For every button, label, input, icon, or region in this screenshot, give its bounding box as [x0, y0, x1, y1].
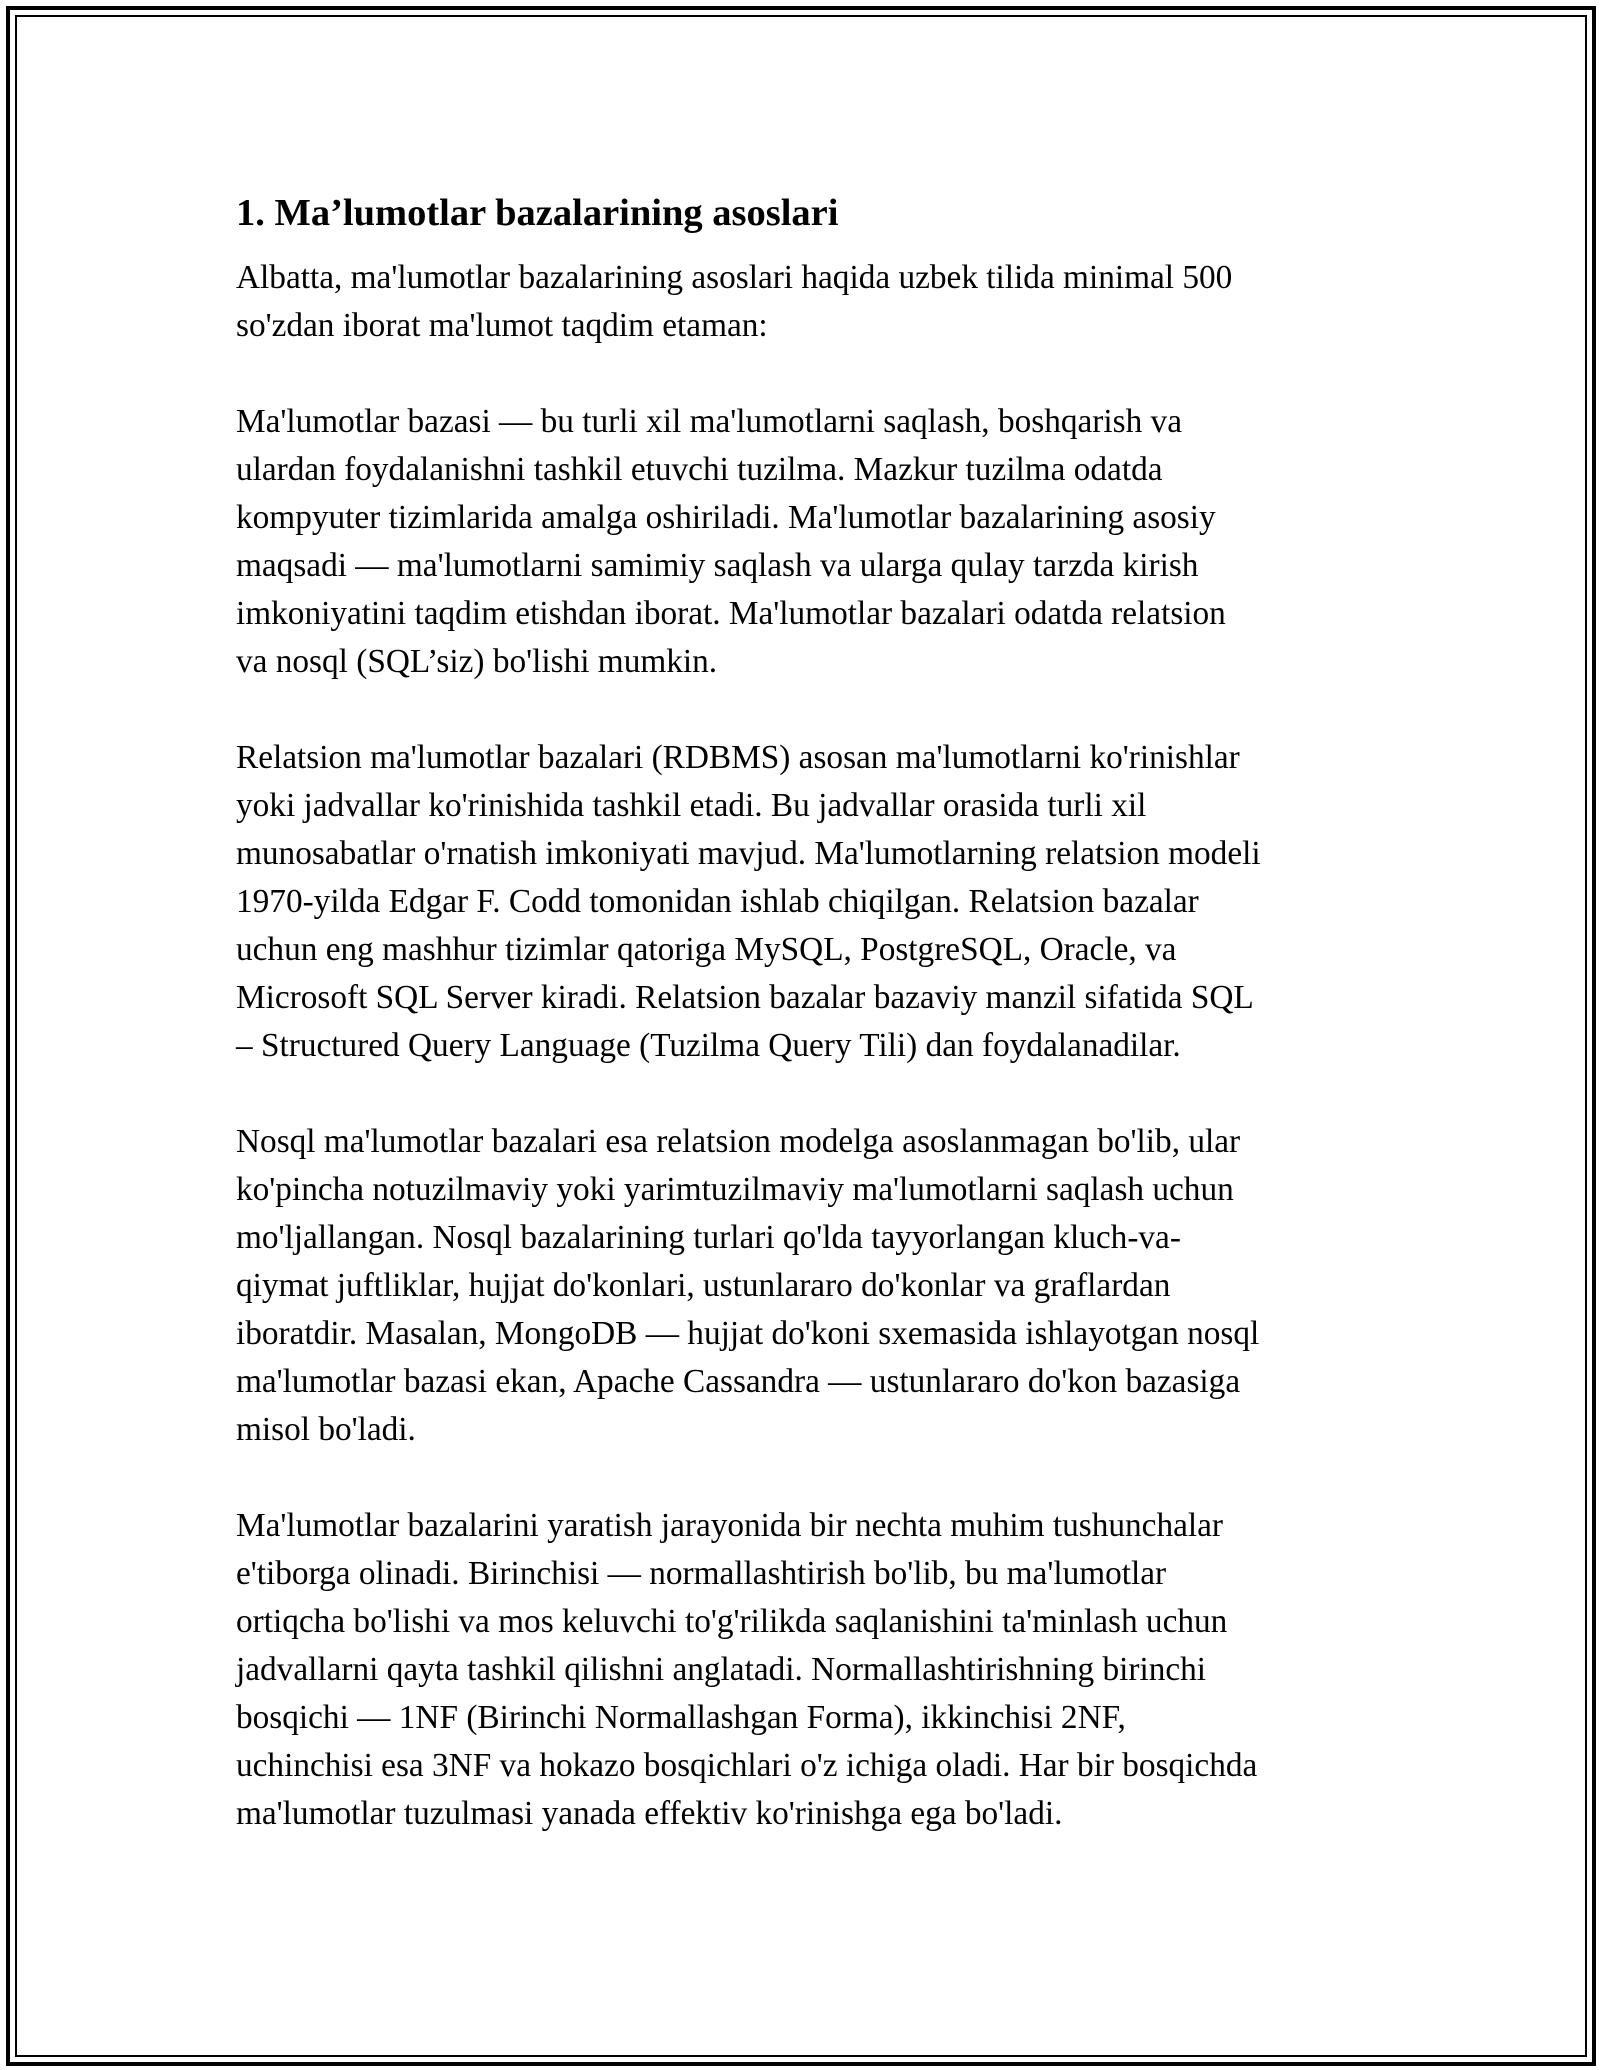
paragraph-line: Microsoft SQL Server kiradi. Relatsion bazalar bazaviy manzil sifatida SQL [236, 979, 1254, 1016]
paragraph-normalization [236, 1502, 1366, 1838]
paragraph-line: so'zdan iborat ma'lumot taqdim etaman: [236, 307, 768, 344]
paragraph-intro [236, 254, 1366, 350]
paragraph-line: ortiqcha bo'lishi va mos keluvchi to'g'rilikda saqlanishini ta'minlash uchun [236, 1603, 1228, 1640]
paragraph-line: ma'lumotlar tuzulmasi yanada effektiv ko'rinishga ega bo'ladi. [236, 1795, 1063, 1832]
paragraph-line: ko'pincha notuzilmaviy yoki yarimtuzilmaviy ma'lumotlarni saqlash uchun [236, 1171, 1234, 1208]
paragraph-line: Ma'lumotlar bazalarini yaratish jarayonida bir nechta muhim tushunchalar [236, 1507, 1223, 1544]
paragraph-line: – Structured Query Language (Tuzilma Query Tili) dan foydalanadilar. [236, 1027, 1181, 1064]
paragraph-line: va nosql (SQL’siz) bo'lishi mumkin. [236, 643, 718, 680]
paragraph-line: ma'lumotlar bazasi ekan, Apache Cassandra — ustunlararo do'kon bazasiga [236, 1363, 1241, 1400]
paragraph-line: misol bo'ladi. [236, 1411, 416, 1448]
paragraph-line: maqsadi — ma'lumotlarni samimiy saqlash va ularga qulay tarzda kirish [236, 547, 1199, 584]
paragraph-relational-databases [236, 734, 1366, 1070]
paragraph-line: jadvallarni qayta tashkil qilishni anglatadi. Normallashtirishning birinchi [236, 1651, 1207, 1688]
page-title: 1. Ma’lumotlar bazalarining asoslari [236, 192, 839, 234]
paragraph-line: iboratdir. Masalan, MongoDB — hujjat do'koni sxemasida ishlayotgan nosql [236, 1315, 1260, 1352]
paragraph-line: mo'ljallangan. Nosql bazalarining turlari qo'lda tayyorlangan kluch-va- [236, 1219, 1181, 1256]
paragraph-line: yoki jadvallar ko'rinishida tashkil etadi. Bu jadvallar orasida turli xil [236, 787, 1147, 824]
paragraph-line: uchinchisi esa 3NF va hokazo bosqichlari o'z ichiga oladi. Har bir bosqichda [236, 1747, 1258, 1784]
paragraph-line: munosabatlar o'rnatish imkoniyati mavjud. Ma'lumotlarning relatsion modeli [236, 835, 1261, 872]
document-body [236, 186, 1366, 1886]
paragraph-line: Albatta, ma'lumotlar bazalarining asoslari haqida uzbek tilida minimal 500 [236, 259, 1233, 296]
paragraph-line: e'tiborga olinadi. Birinchisi — normallashtirish bo'lib, bu ma'lumotlar [236, 1555, 1167, 1592]
paragraph-line: uchun eng mashhur tizimlar qatoriga MySQL, PostgreSQL, Oracle, va [236, 931, 1177, 968]
paragraph-database-definition [236, 398, 1366, 686]
paragraph-line: imkoniyatini taqdim etishdan iborat. Ma'lumotlar bazalari odatda relatsion [236, 595, 1226, 632]
paragraph-line: Ma'lumotlar bazasi — bu turli xil ma'lumotlarni saqlash, boshqarish va [236, 403, 1182, 440]
paragraph-line: bosqichi — 1NF (Birinchi Normallashgan Forma), ikkinchisi 2NF, [236, 1699, 1126, 1736]
paragraph-line: Relatsion ma'lumotlar bazalari (RDBMS) asosan ma'lumotlarni ko'rinishlar [236, 739, 1240, 776]
paragraph-line: ulardan foydalanishni tashkil etuvchi tuzilma. Mazkur tuzilma odatda [236, 451, 1163, 488]
paragraph-line: 1970-yilda Edgar F. Codd tomonidan ishlab chiqilgan. Relatsion bazalar [236, 883, 1199, 920]
paragraph-nosql-databases [236, 1118, 1366, 1454]
paragraph-line: kompyuter tizimlarida amalga oshiriladi. Ma'lumotlar bazalarining asosiy [236, 499, 1216, 536]
paragraph-line: qiymat juftliklar, hujjat do'konlari, ustunlararo do'konlar va graflardan [236, 1267, 1171, 1304]
paragraph-line: Nosql ma'lumotlar bazalari esa relatsion modelga asoslanmagan bo'lib, ular [236, 1123, 1241, 1160]
